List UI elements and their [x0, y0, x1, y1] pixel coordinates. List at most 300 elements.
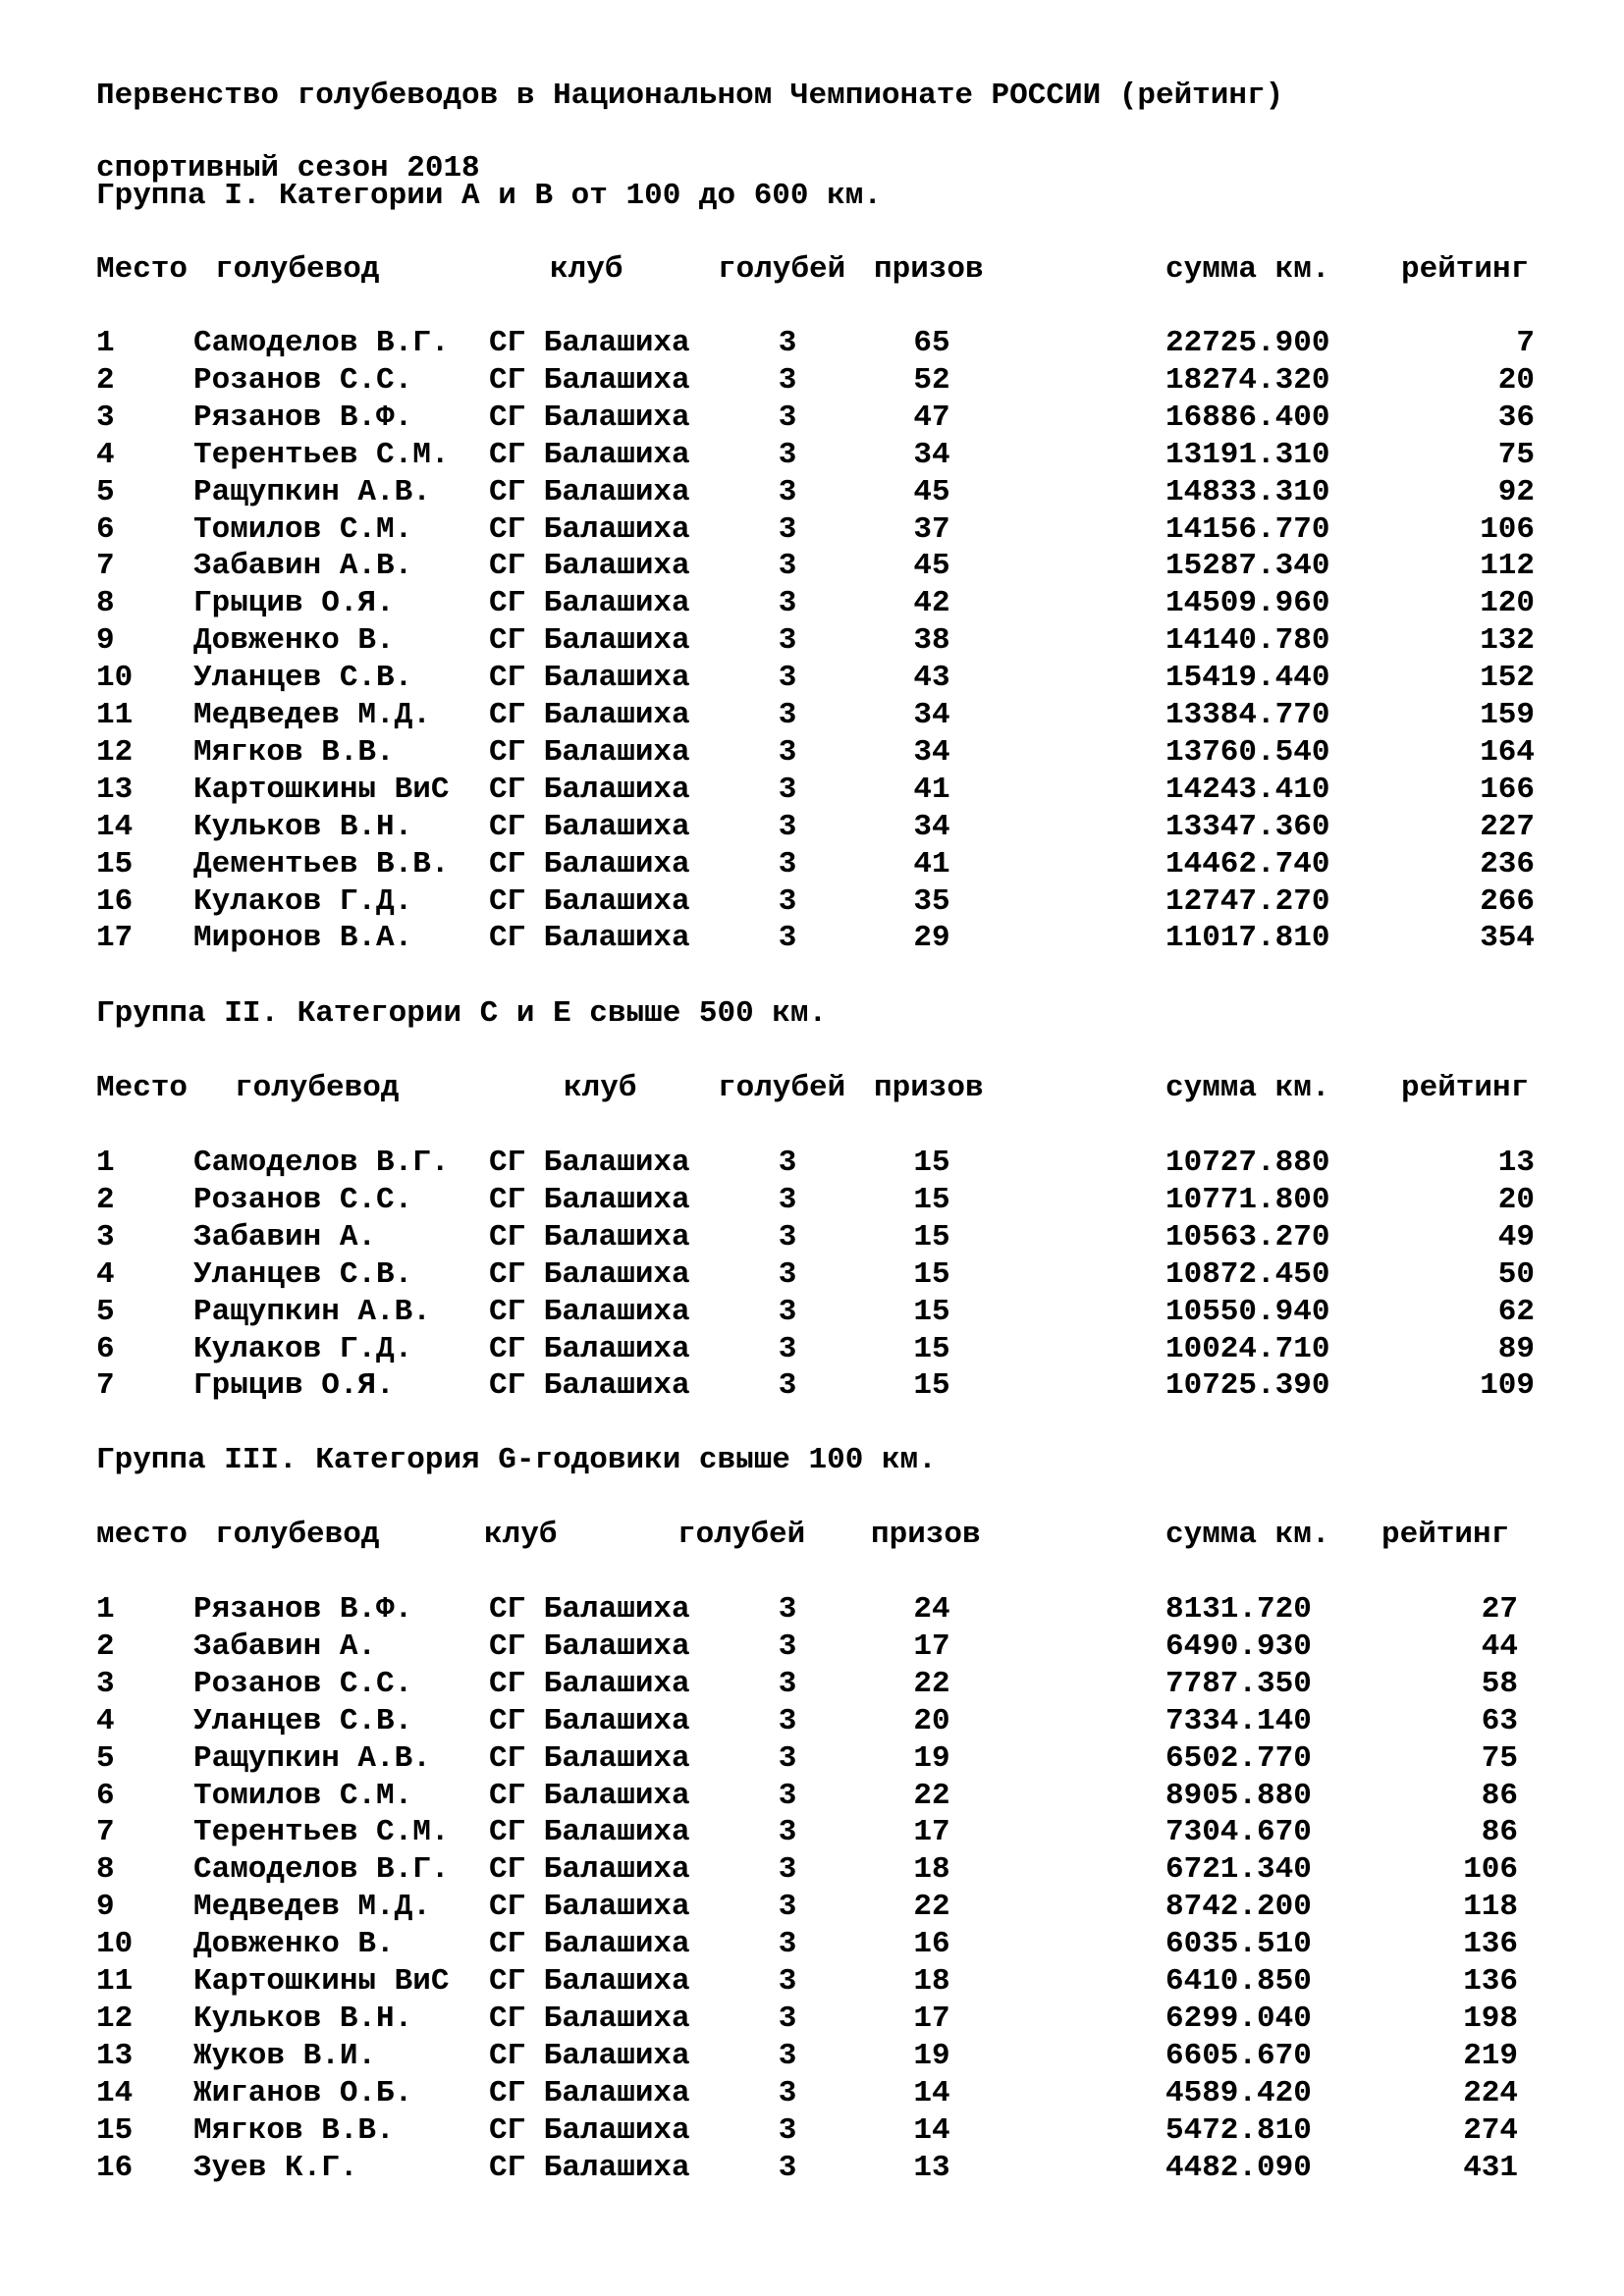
cell-club: СГ Балашиха — [489, 1592, 690, 1627]
cell-rating: 227 — [1480, 810, 1535, 844]
cell-breeder: Жуков В.И. — [193, 2039, 377, 2073]
cell-place: 5 — [96, 475, 115, 509]
cell-club: СГ Балашиха — [489, 661, 690, 695]
cell-club: СГ Балашиха — [489, 1852, 690, 1887]
cell-place: 5 — [96, 1741, 115, 1776]
cell-breeder: Забавин А.В. — [193, 549, 413, 583]
cell-rating: 136 — [1463, 1927, 1518, 1961]
cell-club: СГ Балашиха — [489, 400, 690, 435]
cell-place: 1 — [96, 326, 115, 360]
cell-breeder: Забавин А. — [193, 1629, 377, 1664]
cell-sum-km: 10550.940 — [1165, 1295, 1330, 1329]
cell-prizes: 38 — [913, 623, 950, 658]
cell-pigeons: 3 — [778, 1964, 797, 1999]
cell-prizes: 15 — [913, 1295, 950, 1329]
cell-club: СГ Балашиха — [489, 1890, 690, 1924]
cell-breeder: Мягков В.В. — [193, 735, 395, 770]
cell-rating: 166 — [1480, 773, 1535, 807]
cell-prizes: 15 — [913, 1183, 950, 1217]
cell-pigeons: 3 — [778, 810, 797, 844]
cell-sum-km: 7787.350 — [1165, 1667, 1312, 1701]
cell-prizes: 17 — [913, 1629, 950, 1664]
cell-club: СГ Балашиха — [489, 623, 690, 658]
column-header-breeder: голубевод — [235, 1071, 400, 1105]
cell-prizes: 14 — [913, 2076, 950, 2110]
cell-pigeons: 3 — [778, 661, 797, 695]
cell-pigeons: 3 — [778, 1146, 797, 1180]
column-header-sum-km: сумма км. — [1165, 252, 1330, 287]
cell-breeder: Мягков В.В. — [193, 2113, 395, 2148]
cell-breeder: Медведев М.Д. — [193, 698, 431, 732]
cell-rating: 224 — [1463, 2076, 1518, 2110]
column-header-club: клуб — [564, 1071, 637, 1105]
cell-sum-km: 6605.670 — [1165, 2039, 1312, 2073]
table-row — [0, 1629, 1624, 1666]
cell-place: 6 — [96, 1332, 115, 1366]
cell-place: 10 — [96, 661, 134, 695]
cell-pigeons: 3 — [778, 2002, 797, 2036]
cell-club: СГ Балашиха — [489, 586, 690, 620]
column-header-sum-km: сумма км. — [1165, 1071, 1330, 1105]
cell-prizes: 34 — [913, 735, 950, 770]
table-row — [0, 325, 1624, 362]
cell-rating: 266 — [1480, 884, 1535, 919]
cell-prizes: 17 — [913, 1815, 950, 1849]
cell-pigeons: 3 — [778, 438, 797, 472]
cell-club: СГ Балашиха — [489, 1927, 690, 1961]
column-header-sum-km: сумма км. — [1165, 1518, 1330, 1552]
cell-prizes: 37 — [913, 512, 950, 547]
column-header-rating: рейтинг — [1401, 252, 1530, 287]
cell-prizes: 52 — [913, 363, 950, 398]
cell-club: СГ Балашиха — [489, 884, 690, 919]
cell-pigeons: 3 — [778, 1815, 797, 1849]
cell-pigeons: 3 — [778, 1852, 797, 1887]
table-row — [0, 2112, 1624, 2150]
column-header-club: клуб — [550, 252, 623, 287]
cell-place: 4 — [96, 438, 115, 472]
cell-place: 2 — [96, 1629, 115, 1664]
cell-rating: 118 — [1463, 1890, 1518, 1924]
cell-sum-km: 6490.930 — [1165, 1629, 1312, 1664]
cell-prizes: 19 — [913, 1741, 950, 1776]
cell-breeder: Кулаков Г.Д. — [193, 1332, 413, 1366]
cell-rating: 75 — [1481, 1741, 1518, 1776]
cell-sum-km: 13347.360 — [1165, 810, 1330, 844]
table-row — [0, 697, 1624, 734]
table-row — [0, 660, 1624, 697]
cell-rating: 136 — [1463, 1964, 1518, 1999]
cell-sum-km: 14140.780 — [1165, 623, 1330, 658]
cell-club: СГ Балашиха — [489, 1815, 690, 1849]
cell-rating: 109 — [1480, 1368, 1535, 1403]
cell-pigeons: 3 — [778, 2151, 797, 2185]
table-row — [0, 1591, 1624, 1629]
table-row — [0, 1889, 1624, 1926]
cell-sum-km: 13191.310 — [1165, 438, 1330, 472]
cell-breeder: Самоделов В.Г. — [193, 1852, 450, 1887]
table-row — [0, 1740, 1624, 1778]
cell-breeder: Розанов С.С. — [193, 1183, 413, 1217]
cell-breeder: Жиганов О.Б. — [193, 2076, 413, 2110]
column-header-place: место — [96, 1518, 189, 1552]
cell-place: 3 — [96, 400, 115, 435]
cell-prizes: 34 — [913, 438, 950, 472]
table-row — [0, 883, 1624, 921]
table-header-row — [0, 1517, 1624, 1554]
cell-pigeons: 3 — [778, 1332, 797, 1366]
cell-place: 16 — [96, 884, 134, 919]
cell-club: СГ Балашиха — [489, 1741, 690, 1776]
season-label: спортивный сезон 2018 — [96, 151, 480, 186]
cell-place: 3 — [96, 1220, 115, 1255]
table-row — [0, 511, 1624, 549]
cell-place: 7 — [96, 1368, 115, 1403]
cell-breeder: Кулаков Г.Д. — [193, 884, 413, 919]
cell-place: 8 — [96, 586, 115, 620]
cell-pigeons: 3 — [778, 1704, 797, 1738]
cell-club: СГ Балашиха — [489, 1667, 690, 1701]
cell-breeder: Кульков В.Н. — [193, 810, 413, 844]
cell-breeder: Грыцив О.Я. — [193, 1368, 395, 1403]
cell-sum-km: 8131.720 — [1165, 1592, 1312, 1627]
cell-club: СГ Балашиха — [489, 1183, 690, 1217]
cell-rating: 44 — [1481, 1629, 1518, 1664]
cell-prizes: 15 — [913, 1332, 950, 1366]
cell-club: СГ Балашиха — [489, 2113, 690, 2148]
cell-prizes: 18 — [913, 1964, 950, 1999]
cell-prizes: 15 — [913, 1146, 950, 1180]
table-row — [0, 437, 1624, 474]
cell-place: 6 — [96, 512, 115, 547]
cell-breeder: Довженко В. — [193, 623, 395, 658]
cell-prizes: 15 — [913, 1257, 950, 1292]
cell-club: СГ Балашиха — [489, 2039, 690, 2073]
table-row — [0, 1219, 1624, 1256]
cell-place: 2 — [96, 363, 115, 398]
cell-club: СГ Балашиха — [489, 2076, 690, 2110]
cell-sum-km: 22725.900 — [1165, 326, 1330, 360]
table-row — [0, 1926, 1624, 1963]
cell-rating: 274 — [1463, 2113, 1518, 2148]
cell-club: СГ Балашиха — [489, 1332, 690, 1366]
cell-place: 3 — [96, 1667, 115, 1701]
cell-prizes: 17 — [913, 2002, 950, 2036]
cell-breeder: Довженко В. — [193, 1927, 395, 1961]
cell-breeder: Медведев М.Д. — [193, 1890, 431, 1924]
group-heading: Группа II. Категории C и E свыше 500 км. — [96, 996, 828, 1031]
cell-rating: 86 — [1481, 1779, 1518, 1813]
column-header-place: Место — [96, 252, 189, 287]
cell-place: 13 — [96, 2039, 134, 2073]
cell-place: 8 — [96, 1852, 115, 1887]
table-header-row — [0, 1070, 1624, 1107]
cell-place: 5 — [96, 1295, 115, 1329]
cell-sum-km: 18274.320 — [1165, 363, 1330, 398]
cell-prizes: 43 — [913, 661, 950, 695]
cell-breeder: Уланцев С.В. — [193, 661, 413, 695]
cell-rating: 431 — [1463, 2151, 1518, 2185]
cell-pigeons: 3 — [778, 1257, 797, 1292]
cell-sum-km: 6410.850 — [1165, 1964, 1312, 1999]
cell-breeder: Ращупкин А.В. — [193, 475, 431, 509]
cell-pigeons: 3 — [778, 2113, 797, 2148]
cell-sum-km: 4482.090 — [1165, 2151, 1312, 2185]
cell-sum-km: 11017.810 — [1165, 921, 1330, 955]
cell-prizes: 34 — [913, 810, 950, 844]
table-row — [0, 920, 1624, 957]
cell-place: 9 — [96, 1890, 115, 1924]
cell-sum-km: 10872.450 — [1165, 1257, 1330, 1292]
cell-rating: 7 — [1516, 326, 1535, 360]
cell-breeder: Самоделов В.Г. — [193, 1146, 450, 1180]
table-row — [0, 1294, 1624, 1331]
cell-breeder: Розанов С.С. — [193, 1667, 413, 1701]
cell-breeder: Терентьев С.М. — [193, 438, 450, 472]
cell-sum-km: 13760.540 — [1165, 735, 1330, 770]
cell-rating: 132 — [1480, 623, 1535, 658]
cell-rating: 63 — [1481, 1704, 1518, 1738]
cell-rating: 354 — [1480, 921, 1535, 955]
column-header-breeder: голубевод — [215, 1518, 380, 1552]
cell-sum-km: 13384.770 — [1165, 698, 1330, 732]
column-header-prizes: призов — [871, 1518, 981, 1552]
cell-rating: 219 — [1463, 2039, 1518, 2073]
cell-sum-km: 15419.440 — [1165, 661, 1330, 695]
table-row — [0, 2001, 1624, 2038]
cell-place: 15 — [96, 847, 134, 881]
cell-place: 1 — [96, 1146, 115, 1180]
cell-breeder: Картошкины ВиС — [193, 1964, 450, 1999]
cell-rating: 36 — [1497, 400, 1535, 435]
table-row — [0, 1367, 1624, 1405]
table-row — [0, 1814, 1624, 1851]
cell-club: СГ Балашиха — [489, 735, 690, 770]
cell-breeder: Грыцив О.Я. — [193, 586, 395, 620]
cell-prizes: 41 — [913, 773, 950, 807]
cell-sum-km: 5472.810 — [1165, 2113, 1312, 2148]
cell-rating: 159 — [1480, 698, 1535, 732]
cell-pigeons: 3 — [778, 1927, 797, 1961]
cell-club: СГ Балашиха — [489, 326, 690, 360]
cell-rating: 92 — [1497, 475, 1535, 509]
cell-pigeons: 3 — [778, 512, 797, 547]
cell-prizes: 41 — [913, 847, 950, 881]
cell-pigeons: 3 — [778, 2039, 797, 2073]
cell-pigeons: 3 — [778, 549, 797, 583]
cell-place: 14 — [96, 810, 134, 844]
cell-club: СГ Балашиха — [489, 1368, 690, 1403]
cell-sum-km: 10563.270 — [1165, 1220, 1330, 1255]
cell-club: СГ Балашиха — [489, 1964, 690, 1999]
cell-prizes: 16 — [913, 1927, 950, 1961]
cell-club: СГ Балашиха — [489, 2151, 690, 2185]
column-header-pigeons: голубей — [718, 1071, 846, 1105]
cell-rating: 62 — [1497, 1295, 1535, 1329]
cell-prizes: 14 — [913, 2113, 950, 2148]
cell-breeder: Картошкины ВиС — [193, 773, 450, 807]
cell-breeder: Дементьев В.В. — [193, 847, 450, 881]
cell-sum-km: 10024.710 — [1165, 1332, 1330, 1366]
cell-sum-km: 14156.770 — [1165, 512, 1330, 547]
cell-club: СГ Балашиха — [489, 1220, 690, 1255]
column-header-club: клуб — [484, 1518, 558, 1552]
cell-pigeons: 3 — [778, 1667, 797, 1701]
cell-breeder: Самоделов В.Г. — [193, 326, 450, 360]
cell-sum-km: 14509.960 — [1165, 586, 1330, 620]
cell-pigeons: 3 — [778, 1220, 797, 1255]
cell-prizes: 13 — [913, 2151, 950, 2185]
cell-breeder: Рязанов В.Ф. — [193, 400, 413, 435]
cell-club: СГ Балашиха — [489, 1704, 690, 1738]
cell-place: 11 — [96, 698, 134, 732]
column-header-rating: рейтинг — [1401, 1071, 1530, 1105]
cell-club: СГ Балашиха — [489, 1146, 690, 1180]
group-heading: Группа I. Категории A и B от 100 до 600 км. — [96, 179, 882, 213]
cell-place: 9 — [96, 623, 115, 658]
cell-club: СГ Балашиха — [489, 438, 690, 472]
cell-prizes: 42 — [913, 586, 950, 620]
cell-prizes: 45 — [913, 475, 950, 509]
cell-place: 10 — [96, 1927, 134, 1961]
cell-pigeons: 3 — [778, 921, 797, 955]
table-row — [0, 1851, 1624, 1889]
cell-sum-km: 14462.740 — [1165, 847, 1330, 881]
table-row — [0, 622, 1624, 660]
cell-rating: 198 — [1463, 2002, 1518, 2036]
cell-pigeons: 3 — [778, 363, 797, 398]
table-row — [0, 1256, 1624, 1294]
cell-prizes: 15 — [913, 1368, 950, 1403]
cell-prizes: 22 — [913, 1779, 950, 1813]
cell-pigeons: 3 — [778, 698, 797, 732]
cell-club: СГ Балашиха — [489, 810, 690, 844]
cell-pigeons: 3 — [778, 586, 797, 620]
cell-prizes: 22 — [913, 1890, 950, 1924]
cell-prizes: 15 — [913, 1220, 950, 1255]
cell-club: СГ Балашиха — [489, 363, 690, 398]
cell-sum-km: 8905.880 — [1165, 1779, 1312, 1813]
cell-breeder: Уланцев С.В. — [193, 1257, 413, 1292]
cell-rating: 120 — [1480, 586, 1535, 620]
table-row — [0, 2075, 1624, 2112]
cell-rating: 27 — [1481, 1592, 1518, 1627]
column-header-pigeons: голубей — [677, 1518, 806, 1552]
cell-sum-km: 14243.410 — [1165, 773, 1330, 807]
table-row — [0, 1703, 1624, 1740]
cell-place: 2 — [96, 1183, 115, 1217]
cell-place: 15 — [96, 2113, 134, 2148]
cell-sum-km: 10725.390 — [1165, 1368, 1330, 1403]
cell-sum-km: 6299.040 — [1165, 2002, 1312, 2036]
cell-pigeons: 3 — [778, 773, 797, 807]
cell-sum-km: 7304.670 — [1165, 1815, 1312, 1849]
column-header-place: Место — [96, 1071, 189, 1105]
cell-pigeons: 3 — [778, 1629, 797, 1664]
cell-place: 6 — [96, 1779, 115, 1813]
cell-pigeons: 3 — [778, 326, 797, 360]
table-row — [0, 585, 1624, 622]
cell-sum-km: 8742.200 — [1165, 1890, 1312, 1924]
cell-breeder: Рязанов В.Ф. — [193, 1592, 413, 1627]
cell-place: 7 — [96, 1815, 115, 1849]
cell-rating: 236 — [1480, 847, 1535, 881]
table-row — [0, 772, 1624, 809]
cell-sum-km: 14833.310 — [1165, 475, 1330, 509]
cell-breeder: Миронов В.А. — [193, 921, 413, 955]
cell-club: СГ Балашиха — [489, 1779, 690, 1813]
cell-prizes: 45 — [913, 549, 950, 583]
table-row — [0, 2150, 1624, 2187]
table-row — [0, 1666, 1624, 1703]
cell-prizes: 22 — [913, 1667, 950, 1701]
cell-club: СГ Балашиха — [489, 1295, 690, 1329]
cell-rating: 13 — [1497, 1146, 1535, 1180]
table-row — [0, 1145, 1624, 1182]
cell-place: 14 — [96, 2076, 134, 2110]
cell-pigeons: 3 — [778, 623, 797, 658]
cell-breeder: Уланцев С.В. — [193, 1704, 413, 1738]
cell-place: 12 — [96, 735, 134, 770]
cell-rating: 89 — [1497, 1332, 1535, 1366]
table-row — [0, 2038, 1624, 2075]
cell-breeder: Забавин А. — [193, 1220, 377, 1255]
cell-rating: 164 — [1480, 735, 1535, 770]
cell-rating: 106 — [1480, 512, 1535, 547]
cell-prizes: 35 — [913, 884, 950, 919]
cell-breeder: Зуев К.Г. — [193, 2151, 358, 2185]
cell-rating: 86 — [1481, 1815, 1518, 1849]
cell-sum-km: 16886.400 — [1165, 400, 1330, 435]
cell-place: 12 — [96, 2002, 134, 2036]
cell-pigeons: 3 — [778, 1592, 797, 1627]
column-header-rating: рейтинг — [1381, 1518, 1510, 1552]
cell-club: СГ Балашиха — [489, 921, 690, 955]
cell-pigeons: 3 — [778, 735, 797, 770]
cell-pigeons: 3 — [778, 1295, 797, 1329]
cell-pigeons: 3 — [778, 1890, 797, 1924]
cell-prizes: 65 — [913, 326, 950, 360]
cell-prizes: 34 — [913, 698, 950, 732]
cell-club: СГ Балашиха — [489, 475, 690, 509]
table-row — [0, 1778, 1624, 1815]
cell-pigeons: 3 — [778, 475, 797, 509]
cell-rating: 112 — [1480, 549, 1535, 583]
cell-prizes: 24 — [913, 1592, 950, 1627]
cell-place: 4 — [96, 1704, 115, 1738]
table-header-row — [0, 251, 1624, 289]
table-row — [0, 1182, 1624, 1219]
cell-rating: 20 — [1497, 1183, 1535, 1217]
column-header-pigeons: голубей — [718, 252, 846, 287]
cell-sum-km: 10727.880 — [1165, 1146, 1330, 1180]
cell-breeder: Томилов С.М. — [193, 1779, 413, 1813]
document-title: Первенство голубеводов в Национальном Чемпионате РОССИИ (рейтинг) — [96, 79, 1284, 113]
cell-club: СГ Балашиха — [489, 847, 690, 881]
cell-sum-km: 12747.270 — [1165, 884, 1330, 919]
cell-pigeons: 3 — [778, 1368, 797, 1403]
table-row — [0, 846, 1624, 883]
cell-place: 16 — [96, 2151, 134, 2185]
cell-rating: 20 — [1497, 363, 1535, 398]
table-row — [0, 474, 1624, 511]
cell-pigeons: 3 — [778, 2076, 797, 2110]
cell-club: СГ Балашиха — [489, 2002, 690, 2036]
cell-club: СГ Балашиха — [489, 549, 690, 583]
cell-sum-km: 10771.800 — [1165, 1183, 1330, 1217]
cell-place: 17 — [96, 921, 134, 955]
table-row — [0, 809, 1624, 846]
